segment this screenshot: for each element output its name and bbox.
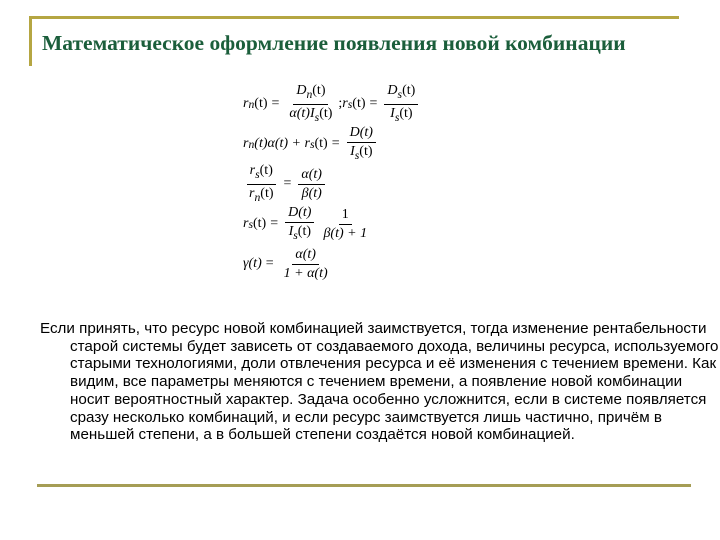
- fraction: $\frac{D(t)}{I_s(t)}$: [285, 204, 314, 245]
- fraction: $\frac{D_n(t)}{\alpha(t)I_s(t)}$: [289, 82, 333, 124]
- formula-gamma: γ(t) = $\frac{\alpha(t)}{1 + \alpha(t)}$: [243, 244, 421, 284]
- body-paragraph: Если принять, что ресурс новой комбинацией заимствуется, тогда изменение рентабельности старой системы будет зависеть от создаваемого дохода, величины ресурса, используемого старыми технологиями, доли отвлечения ресурса и её изменения с течением времени. Как видим, все параметры меняются с течением времени, а появление новой комбинации носит вероятностный характер. Задача особенно усложнится, если в системе появляется сразу несколько комбинаций, и если ресурс заимствуется лишь частично, причём в меньшей степени, а в большей степени создаётся новой комбинацией.: [40, 320, 719, 444]
- fraction: $\frac{\alpha(t)}{\beta(t)}$: [298, 166, 325, 203]
- fraction: $\frac{1}{\beta(t) + 1}$: [323, 206, 368, 241]
- fraction: $\frac{r_s(t)}{r_n(t)}$: [246, 162, 277, 207]
- fraction: $\frac{\alpha(t)}{1 + \alpha(t)}$: [283, 246, 328, 281]
- fraction: $\frac{D_s(t)}{I_s(t)}$: [384, 82, 418, 127]
- top-accent-rule: [29, 16, 679, 19]
- formula-rs: r s (t) = $\frac{D(t)}{I_s(t)}$ $\frac{1}{\beta(t) + 1}$: [243, 204, 421, 244]
- formula-sum: r n (t)α(t) + r s (t) = $\frac{D(t)}{I_s(t)}$: [243, 124, 421, 164]
- formula-block: [243, 84, 421, 284]
- fraction: $\frac{D(t)}{I_s(t)}$: [347, 124, 376, 165]
- bottom-accent-rule: [37, 484, 691, 487]
- formula-ratio: $\frac{r_s(t)}{r_n(t)}$ = $\frac{\alpha(t)}{\beta(t)}$: [243, 164, 421, 204]
- formula-rn-rs: r n (t) = $\frac{D_n(t)}{\alpha(t)I_s(t)}$ ; r s (t) = $\frac{D_s(t)}{I_s(t)}$: [243, 84, 421, 124]
- slide-title: Математическое оформление появления новой комбинации: [42, 31, 626, 55]
- left-accent-rule: [29, 16, 32, 66]
